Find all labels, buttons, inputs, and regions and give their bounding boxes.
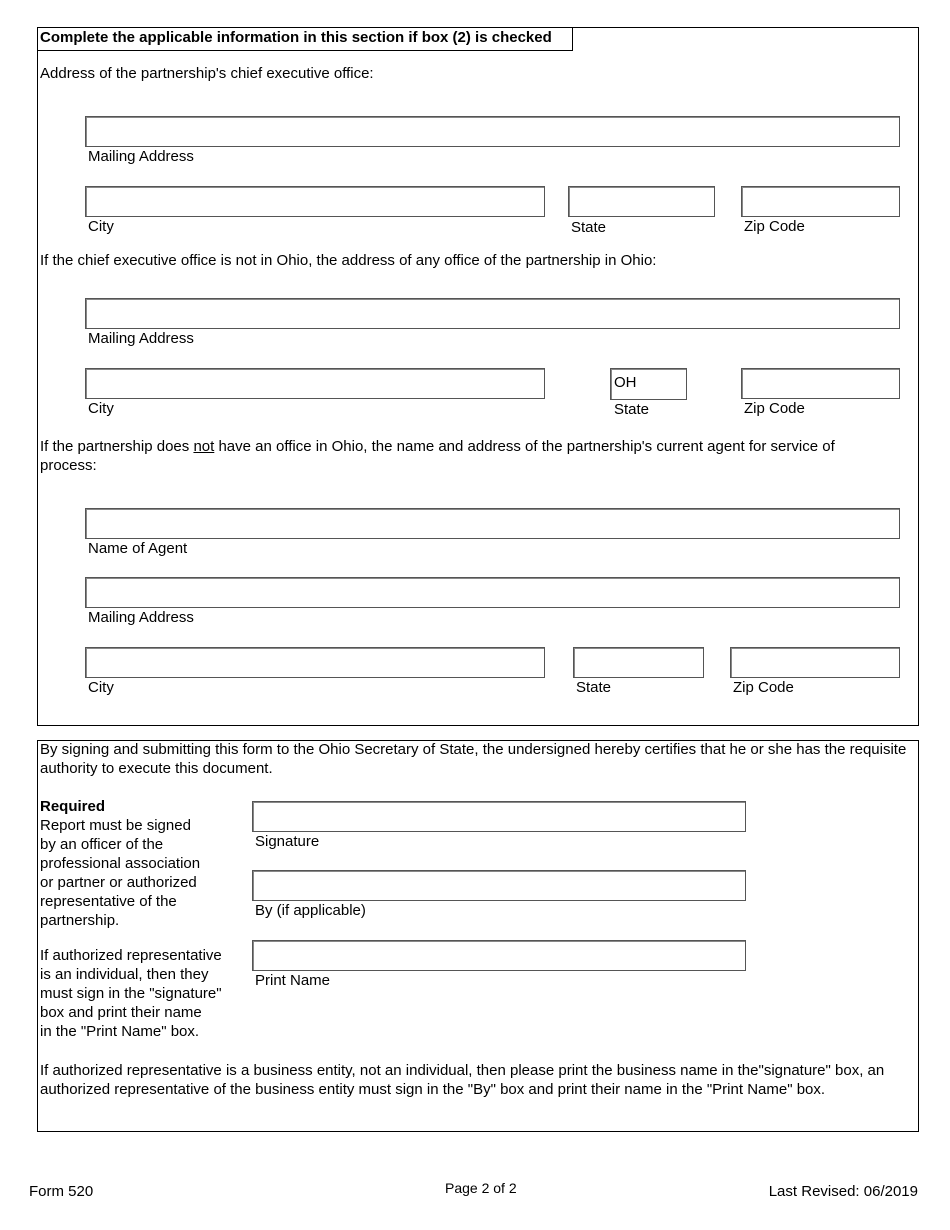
mailing-address-label: Mailing Address: [88, 330, 194, 347]
section-header: Complete the applicable information in this section if box (2) is checked: [37, 27, 573, 51]
required-line: by an officer of the: [40, 836, 164, 853]
required-title: Required: [40, 798, 106, 815]
mailing-address-label: Mailing Address: [88, 148, 194, 165]
mailing-address-label: Mailing Address: [88, 609, 194, 626]
print-name-label: Print Name: [255, 972, 331, 989]
required-line: Report must be signed: [40, 817, 191, 834]
signature-label: Signature: [255, 833, 320, 850]
state-label: State: [614, 401, 650, 418]
required-line: partnership.: [40, 912, 120, 929]
certify-text: By signing and submitting this form to the Ohio Secretary of State, the undersigned hereby certifies that he or she has the requisite authority to execute this document.: [40, 741, 907, 777]
required-line: professional association: [40, 855, 201, 872]
zip-code-label: Zip Code: [733, 679, 794, 696]
individual-line: must sign in the "signature": [40, 985, 222, 1002]
agent-state-input[interactable]: [573, 647, 704, 678]
agent-prompt: [40, 437, 870, 475]
city-label: City: [88, 218, 114, 235]
zip-code-label: Zip Code: [744, 218, 805, 235]
state-label: State: [576, 679, 612, 696]
required-line: representative of the: [40, 893, 177, 910]
last-revised: Last Revised: 06/2019: [768, 1183, 918, 1200]
agent-zip-input[interactable]: [730, 647, 900, 678]
chief-city-input[interactable]: [85, 186, 545, 217]
by-label: By (if applicable): [255, 902, 366, 919]
city-label: City: [88, 679, 114, 696]
page-number: Page 2 of 2: [445, 1180, 517, 1196]
individual-block: [40, 946, 250, 1041]
agent-prompt-after: have an office in Ohio, the name and address of the partnership's current agent for service of process:: [40, 438, 835, 474]
individual-line: If authorized representative: [40, 947, 222, 964]
ohio-city-input[interactable]: [85, 368, 545, 399]
signature-input[interactable]: [252, 801, 746, 832]
individual-line: in the "Print Name" box.: [40, 1023, 200, 1040]
individual-line: is an individual, then they: [40, 966, 209, 983]
agent-prompt-underlined: not: [193, 438, 215, 455]
agent-name-input[interactable]: [85, 508, 900, 539]
chief-state-input[interactable]: [568, 186, 715, 217]
chief-office-prompt: Address of the partnership's chief executive office:: [40, 65, 374, 82]
city-label: City: [88, 400, 114, 417]
required-block: [40, 797, 250, 930]
zip-code-label: Zip Code: [744, 400, 805, 417]
ohio-mailing-address-input[interactable]: [85, 298, 900, 329]
ohio-office-prompt: If the chief executive office is not in Ohio, the address of any office of the partnership in Ohio:: [40, 252, 657, 269]
ohio-zip-input[interactable]: [741, 368, 900, 399]
state-label: State: [571, 219, 607, 236]
individual-line: box and print their name: [40, 1004, 202, 1021]
required-line: or partner or authorized: [40, 874, 197, 891]
entity-text: If authorized representative is a business entity, not an individual, then please print the business name in the"signature" box, an authorized representative of the business entity must sign in the "By" box and print their name in the "Print Name" box.: [40, 1062, 885, 1098]
agent-mailing-address-input[interactable]: [85, 577, 900, 608]
chief-zip-input[interactable]: [741, 186, 900, 217]
chief-mailing-address-input[interactable]: [85, 116, 900, 147]
ohio-state-input[interactable]: OH: [610, 368, 687, 400]
by-input[interactable]: [252, 870, 746, 901]
agent-city-input[interactable]: [85, 647, 545, 678]
agent-prompt-before: If the partnership does: [40, 438, 194, 455]
print-name-input[interactable]: [252, 940, 746, 971]
form-number: Form 520: [29, 1183, 94, 1200]
name-of-agent-label: Name of Agent: [88, 540, 188, 557]
